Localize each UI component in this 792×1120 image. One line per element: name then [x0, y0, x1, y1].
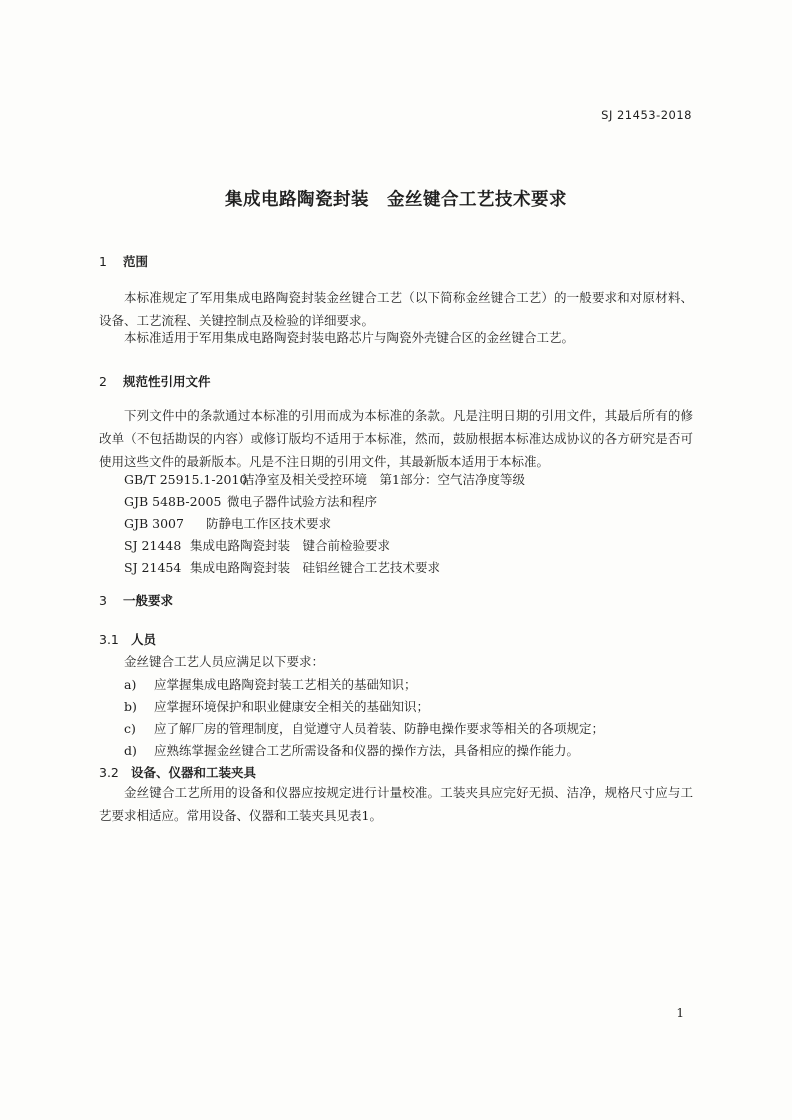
reference-title: 洁净室及相关受控环境 第1部分：空气洁净度等级 [242, 472, 525, 487]
list-text: 应了解厂房的管理制度，自觉遵守人员着装、防静电操作要求等相关的各项规定； [154, 721, 605, 736]
section-3-heading [99, 591, 173, 609]
reference-title: 微电子器件试验方法和程序 [227, 494, 378, 509]
subsection-title: 设备、仪器和工装夹具 [131, 765, 257, 780]
subsection-title: 人员 [131, 632, 157, 647]
subsection-3-2-heading [99, 763, 256, 781]
section-title: 范围 [123, 254, 149, 269]
reference-title: 集成电路陶瓷封装 硅铝丝键合工艺技术要求 [190, 560, 441, 575]
reference-title: 防静电工作区技术要求 [206, 516, 332, 531]
list-marker: c) [124, 721, 136, 736]
subsection-number: 3.1 [99, 632, 119, 647]
reference-title: 集成电路陶瓷封装 键合前检验要求 [190, 538, 391, 553]
section-number: 1 [99, 254, 107, 269]
personnel-intro: 金丝键合工艺人员应满足以下要求： [124, 654, 325, 669]
reference-item [124, 536, 390, 554]
list-item [124, 697, 429, 715]
reference-item [124, 470, 525, 488]
list-text: 应掌握环境保护和职业健康安全相关的基础知识； [154, 699, 430, 714]
reference-code: SJ 21454 [124, 560, 182, 575]
document-title: 集成电路陶瓷封装 金丝键合工艺技术要求 [225, 190, 567, 210]
section-1-heading [99, 252, 148, 270]
equipment-paragraph: 金丝键合工艺所用的设备和仪器应按规定进行计量校准。工装夹具应完好无损、洁净，规格尺寸应与工艺要求相适应。常用设备、仪器和工装夹具见表1。 [99, 785, 693, 823]
reference-item [124, 514, 331, 532]
scope-paragraph-2: 本标准适用于军用集成电路陶瓷封装电路芯片与陶瓷外壳键合区的金丝键合工艺。 [124, 330, 575, 345]
reference-item [124, 558, 440, 576]
scope-paragraph-1: 本标准规定了军用集成电路陶瓷封装金丝键合工艺（以下简称金丝键合工艺）的一般要求和对原材料、设备、工艺流程、关键控制点及检验的详细要求。 [99, 290, 693, 328]
reference-code: GJB 3007 [124, 516, 184, 531]
list-marker: d) [124, 743, 137, 758]
standard-code: SJ 21453-2018 [601, 108, 692, 122]
list-marker: b) [124, 699, 137, 714]
subsection-3-1-heading [99, 630, 156, 648]
page-number: 1 [676, 1006, 684, 1020]
list-item [124, 741, 579, 759]
reference-item [124, 492, 377, 510]
list-text: 应掌握集成电路陶瓷封装工艺相关的基础知识； [154, 677, 417, 692]
section-number: 2 [99, 374, 107, 389]
list-text: 应熟练掌握金丝键合工艺所需设备和仪器的操作方法，具备相应的操作能力。 [154, 743, 580, 758]
list-item [124, 675, 417, 693]
reference-code: SJ 21448 [124, 538, 182, 553]
list-item [124, 719, 604, 737]
subsection-number: 3.2 [99, 765, 119, 780]
refs-paragraph: 下列文件中的条款通过本标准的引用而成为本标准的条款。凡是注明日期的引用文件，其最后所有的修改单（不包括勘误的内容）或修订版均不适用于本标准，然而，鼓励根据本标准达成协议的各方研究是否可使用这些文件的最新版本。凡是不注日期的引用文件，其最新版本适用于本标准。 [99, 408, 693, 469]
section-2-heading [99, 372, 211, 390]
section-title: 一般要求 [123, 593, 174, 608]
reference-code: GB/T 25915.1-2010 [124, 472, 248, 487]
list-marker: a) [124, 677, 137, 692]
section-title: 规范性引用文件 [123, 374, 211, 389]
section-number: 3 [99, 593, 107, 608]
reference-code: GJB 548B-2005 [124, 494, 222, 509]
